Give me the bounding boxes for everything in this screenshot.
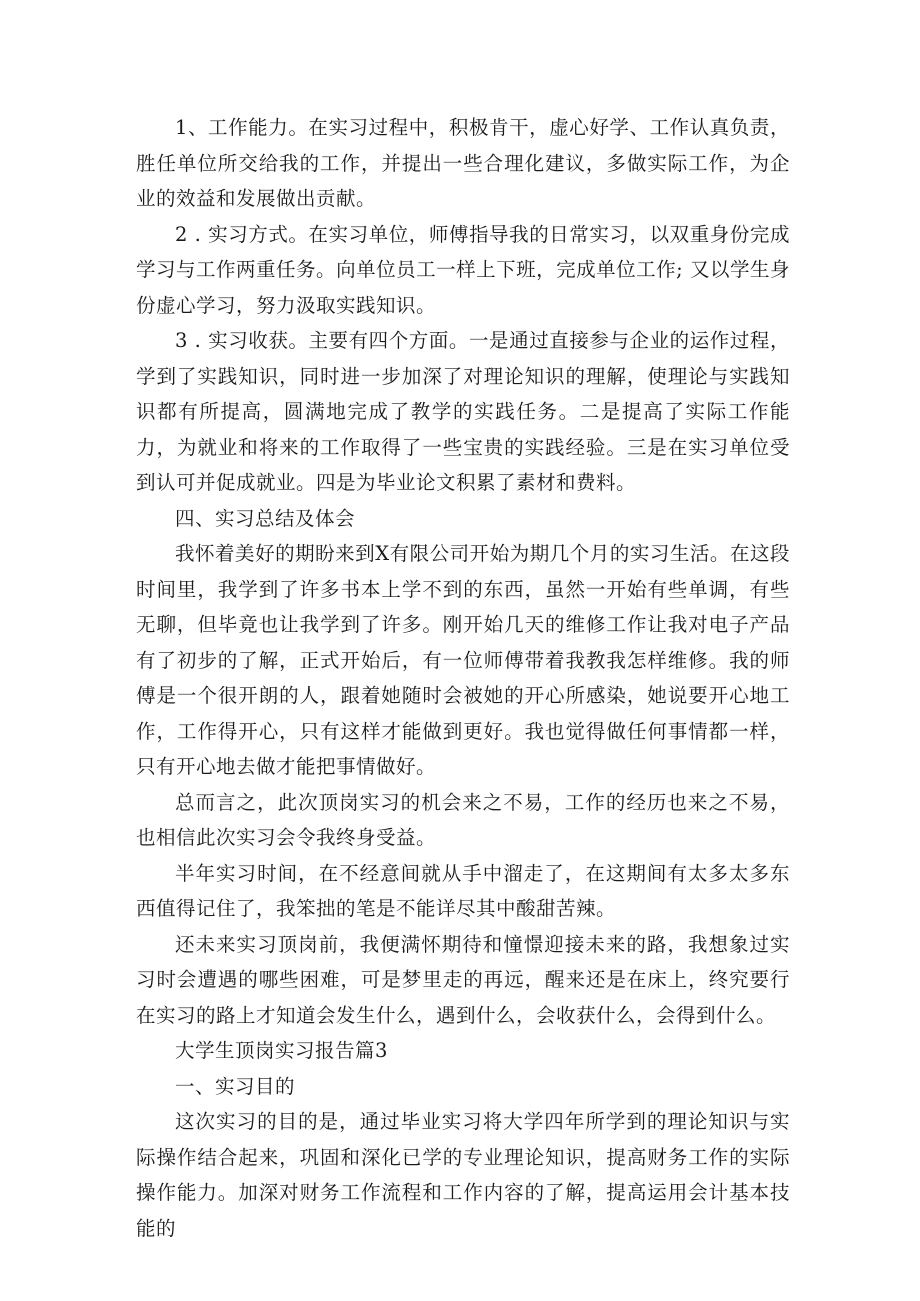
paragraph-purpose: 这次实习的目的是，通过毕业实习将大学四年所学到的理论知识与实际操作结合起来，巩固和深化已学的专业理论知识，提高财务工作的实际操作能力。加深对财务工作流程和工作内容的了解，提高运用会计基本技能的 bbox=[136, 1110, 790, 1240]
document-body bbox=[136, 110, 790, 1246]
report-title-part3: 大学生顶岗实习报告篇3 bbox=[175, 1039, 388, 1062]
paragraph-work-ability: 1、工作能力。在实习过程中，积极肯干，虚心好学、工作认真负责，胜任单位所交给我的工作，并提出一些合理化建议，多做实际工作，为企业的效益和发展做出贡献。 bbox=[136, 116, 790, 210]
paragraph-half-year: 半年实习时间，在不经意间就从手中溜走了，在这期间有太多太多东西值得记住了，我笨拙的笔是不能详尽其中酸甜苦辣。 bbox=[136, 861, 790, 920]
paragraph-internship-gains: 3 . 实习收获。主要有四个方面。一是通过直接参与企业的运作过程，学到了实践知识，同时进一步加深了对理论知识的理解，使理论与实践知识都有所提高，圆满地完成了教学的实践任务。二是提高了实际工作能力，为就业和将来的工作取得了一些宝贵的实践经验。三是在实习单位受到认可并促成就业。四是为毕业论文积累了素材和费料。 bbox=[136, 329, 790, 494]
section-heading-purpose: 一、实习目的 bbox=[175, 1074, 296, 1098]
paragraph-before-internship: 还未来实习顶岗前，我便满怀期待和憧憬迎接未来的路，我想象过实习时会遭遇的哪些困难，可是梦里走的再远，醒来还是在床上，终究要行在实习的路上才知道会发生什么，遇到什么，会收获什么，会得到什么。 bbox=[136, 932, 790, 1027]
paragraph-experience: 我怀着美好的期盼来到X有限公司开始为期几个月的实习生活。在这段时间里，我学到了许多书本上学不到的东西，虽然一开始有些单调，有些无聊，但毕竟也让我学到了许多。刚开始几天的维修工作让我对电子产品有了初步的了解，正式开始后，有一位师傅带着我教我怎样维修。我的师傅是一个很开朗的人，跟着她随时会被她的开心所感染，她说要开心地工作，工作得开心，只有这样才能做到更好。我也觉得做任何事情都一样，只有开心地去做才能把事情做好。 bbox=[136, 542, 790, 778]
paragraph-conclusion: 总而言之，此次顶岗实习的机会来之不易，工作的经历也来之不易，也相信此次实习会令我终身受益。 bbox=[136, 790, 790, 849]
section-heading-summary: 四、实习总结及体会 bbox=[175, 506, 356, 530]
paragraph-internship-method: 2 . 实习方式。在实习单位，师傅指导我的日常实习，以双重身份完成学习与工作两重任务。向单位员工一样上下班，完成单位工作; 又以学生身份虚心学习，努力汲取实践知识。 bbox=[136, 222, 790, 317]
